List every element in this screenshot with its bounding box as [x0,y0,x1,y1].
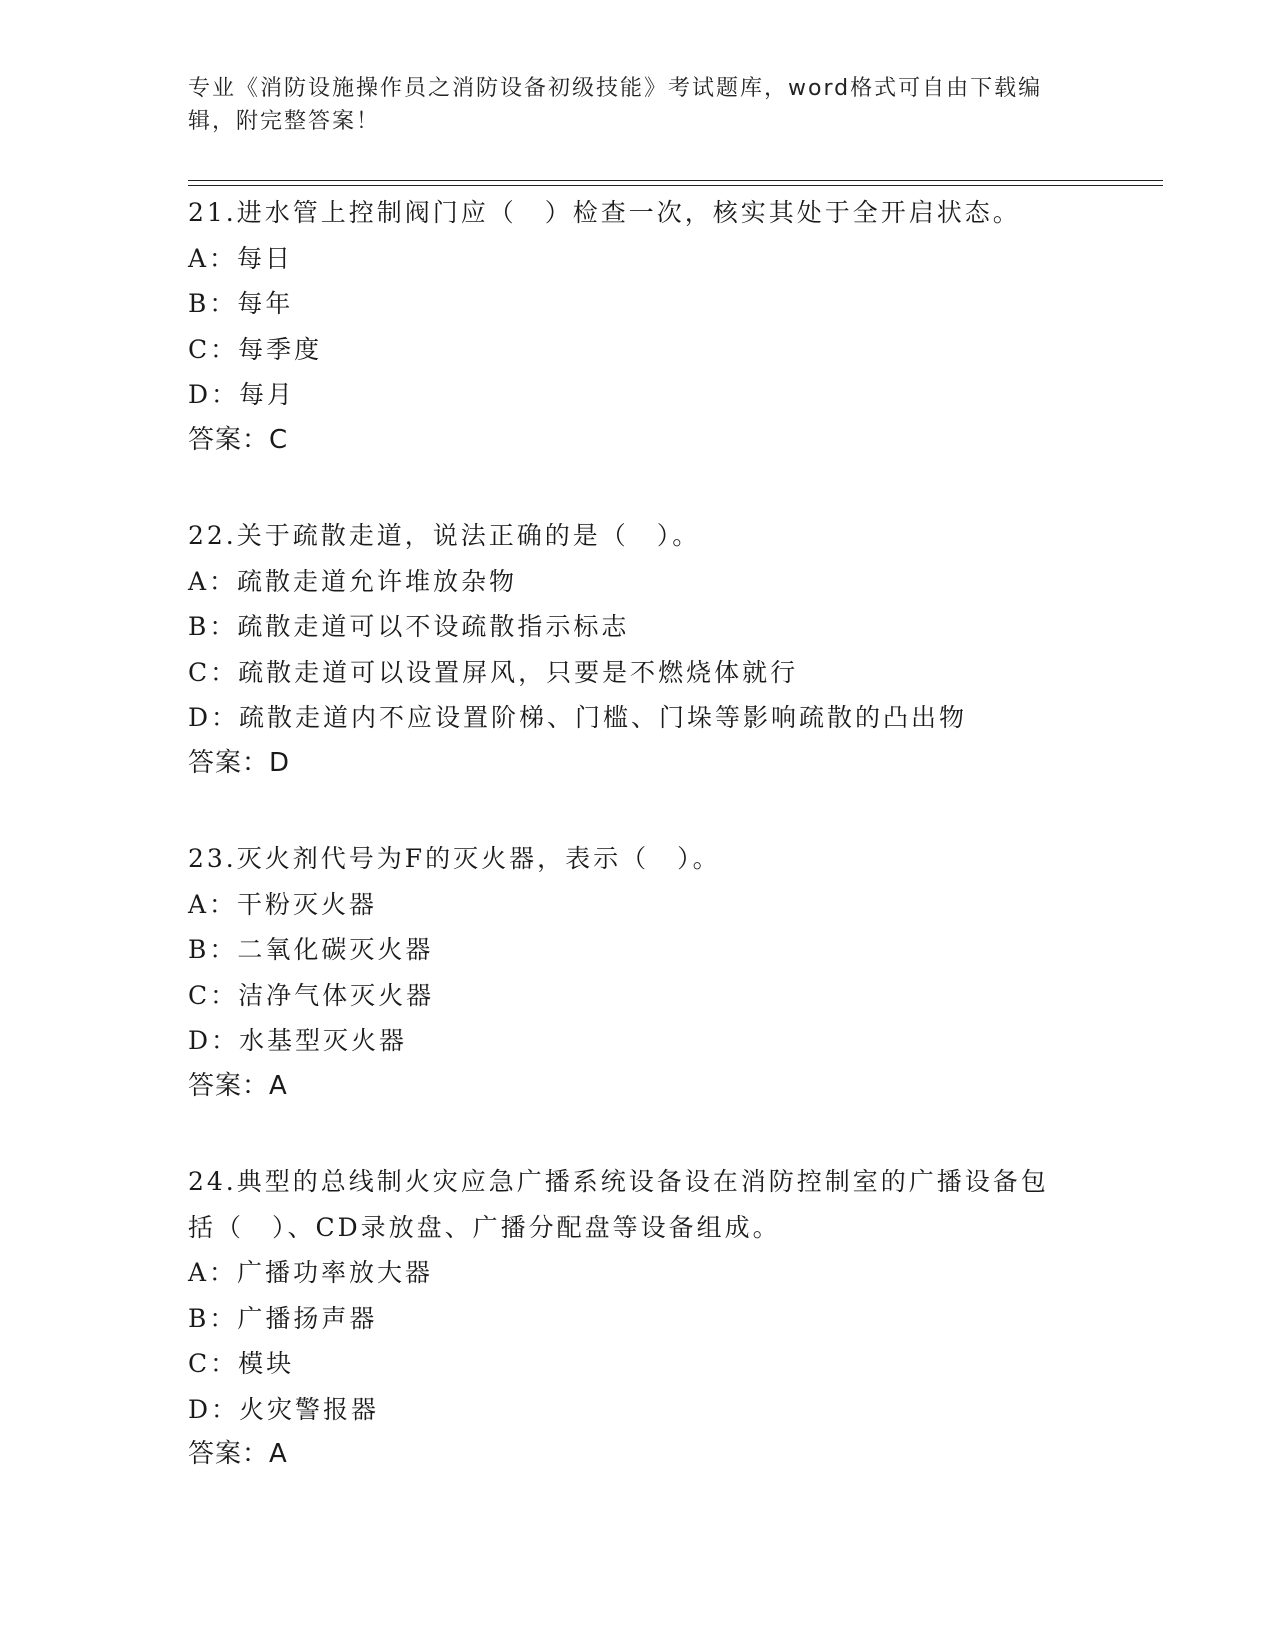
option-c: C：洁净气体灭火器 [188,980,435,1010]
question-stem: 24.典型的总线制火灾应急广播系统设备设在消防控制室的广播设备包括（ ）、CD录放盘、广播分配盘等设备组成。 [188,1167,1049,1242]
question-stem: 22.关于疏散走道，说法正确的是（ ）。 [188,521,701,550]
option-a: A：广播功率放大器 [188,1258,434,1287]
option-b: B：每年 [188,289,294,318]
question-item [188,1159,1163,1478]
answer-line: 答案：A [188,1439,288,1469]
option-b: B：广播扬声器 [188,1303,378,1333]
option-d: D：火灾警报器 [188,1394,380,1424]
option-b: B：二氧化碳灭火器 [188,935,434,964]
document-header: 专业《消防设施操作员之消防设备初级技能》考试题库，word格式可自由下载编辑，附完整答案！ [188,76,1043,134]
answer-line: 答案：C [188,424,289,455]
answer-line: 答案：D [188,747,291,778]
option-b: B：疏散走道可以不设疏散指示标志 [188,612,630,641]
question-stem: 23.灭火剂代号为F的灭火器，表示（ ）。 [188,844,721,873]
header-divider [188,180,1163,186]
option-d: D：疏散走道内不应设置阶梯、门槛、门垛等影响疏散的凸出物 [188,703,968,732]
question-item [188,190,1163,463]
question-item [188,513,1163,786]
answer-line: 答案：A [188,1070,288,1101]
option-d: D：每月 [188,380,296,409]
question-list [188,190,1163,1528]
option-c: C：疏散走道可以设置屏风，只要是不燃烧体就行 [188,657,799,687]
option-a: A：每日 [188,243,294,273]
option-a: A：干粉灭火器 [188,889,378,919]
question-stem: 21.进水管上控制阀门应（ ）检查一次，核实其处于全开启状态。 [188,198,1021,227]
question-item [188,836,1163,1109]
option-c: C：每季度 [188,334,323,364]
option-d: D：水基型灭火器 [188,1026,408,1055]
option-a: A：疏散走道允许堆放杂物 [188,566,518,596]
option-c: C：模块 [188,1349,295,1378]
